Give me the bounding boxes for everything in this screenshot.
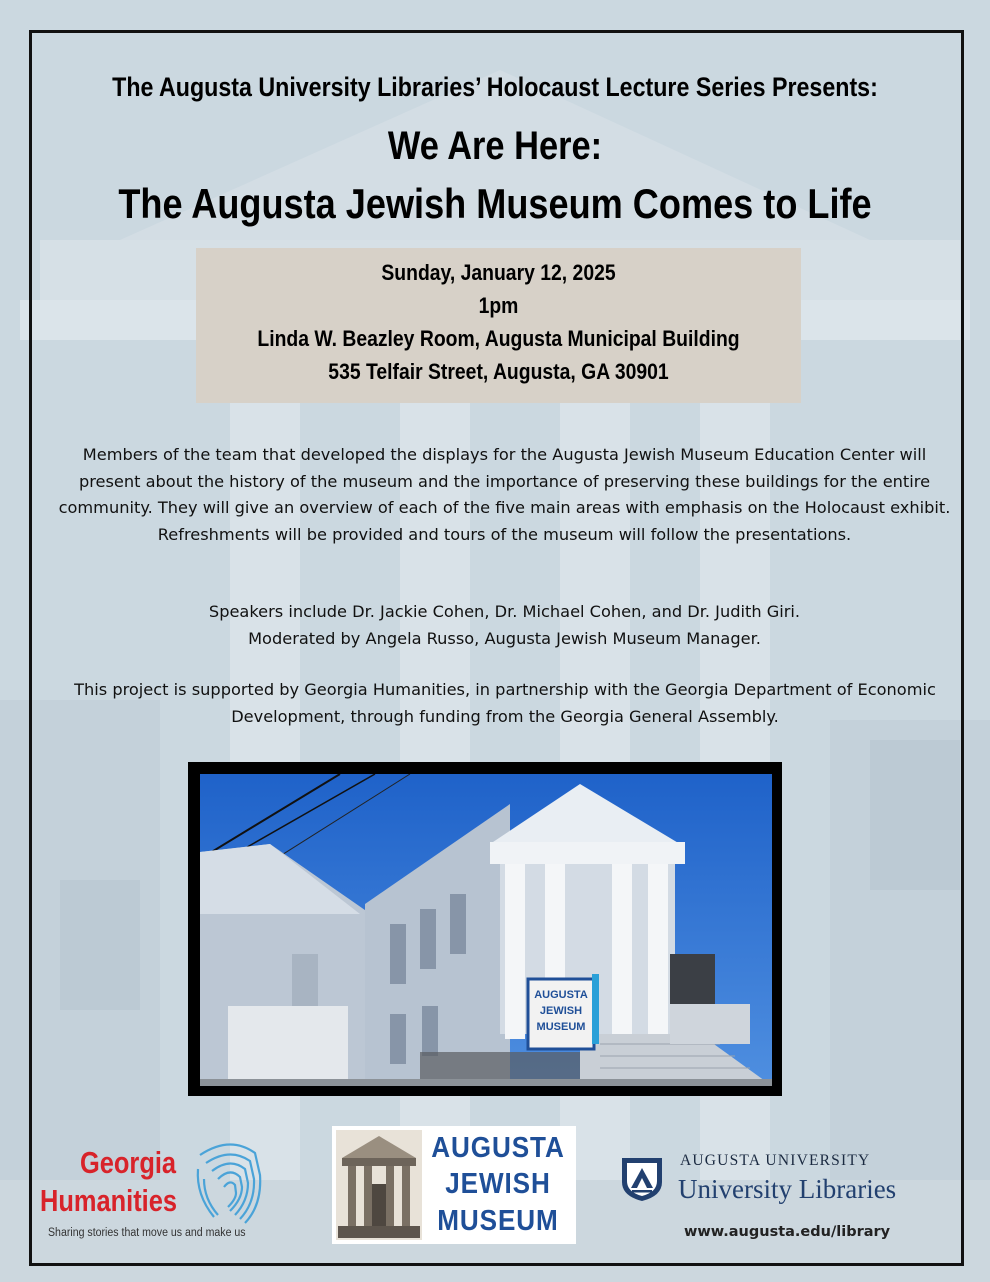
title-line-2: The Augusta Jewish Museum Comes to Life xyxy=(118,180,872,227)
au-wordmark-top: AUGUSTA UNIVERSITY xyxy=(680,1152,871,1169)
speakers-text: Speakers include Dr. Jackie Cohen, Dr. Michael Cohen, and Dr. Judith Giri. xyxy=(208,602,801,621)
description-text: Members of the team that developed the displays for the Augusta Jewish Museum Education Center will present about the history of the museum and the importance of preserving these buildings for the entire community. They will give an overview of each of the five main areas with emphasis on the Holocaust exhibit. Refreshments will be provided and tours of the museum will follow the presentations. xyxy=(58,445,951,544)
gh-word-humanities: Humanities xyxy=(40,1183,178,1218)
museum-photo xyxy=(200,774,772,1086)
event-time: 1pm xyxy=(478,293,519,318)
description-paragraph xyxy=(58,442,951,548)
support-paragraph xyxy=(70,677,940,730)
georgia-humanities-logo xyxy=(40,1135,280,1245)
ajm-word-jewish: JEWISH xyxy=(445,1168,551,1200)
ajm-word-museum: MUSEUM xyxy=(437,1205,559,1237)
event-address: 535 Telfair Street, Augusta, GA 30901 xyxy=(328,359,669,384)
gh-tagline: Sharing stories that move us and make us xyxy=(48,1227,246,1239)
ajm-word-augusta: AUGUSTA xyxy=(431,1132,565,1164)
au-shield-icon xyxy=(620,1156,664,1202)
sign-line1: AUGUSTA xyxy=(534,989,588,1001)
event-date: Sunday, January 12, 2025 xyxy=(381,260,616,285)
speakers-paragraph xyxy=(58,599,951,652)
moderator-text: Moderated by Angela Russo, Augusta Jewish Museum Manager. xyxy=(248,628,761,648)
augusta-university-logo xyxy=(618,1150,948,1210)
fingerprint-icon xyxy=(190,1135,270,1227)
series-kicker: The Augusta University Libraries’ Holocaust Lecture Series Presents: xyxy=(112,72,878,102)
au-wordmark-bottom: University Libraries xyxy=(678,1174,897,1204)
sign-line3: MUSEUM xyxy=(536,1021,586,1033)
gh-word-georgia: Georgia xyxy=(80,1145,177,1180)
title-line-1: We Are Here: xyxy=(387,124,603,168)
event-venue: Linda W. Beazley Room, Augusta Municipal Building xyxy=(257,326,740,351)
augusta-jewish-museum-logo xyxy=(332,1126,576,1244)
museum-sketch-icon xyxy=(336,1130,422,1240)
sign-line2: JEWISH xyxy=(539,1005,583,1017)
library-url[interactable]: www.augusta.edu/library xyxy=(684,1224,891,1240)
support-text: This project is supported by Georgia Humanities, in partnership with the Georgia Department of Economic Development, through funding from the Georgia General Assembly. xyxy=(74,680,936,726)
event-info-box xyxy=(196,248,801,403)
